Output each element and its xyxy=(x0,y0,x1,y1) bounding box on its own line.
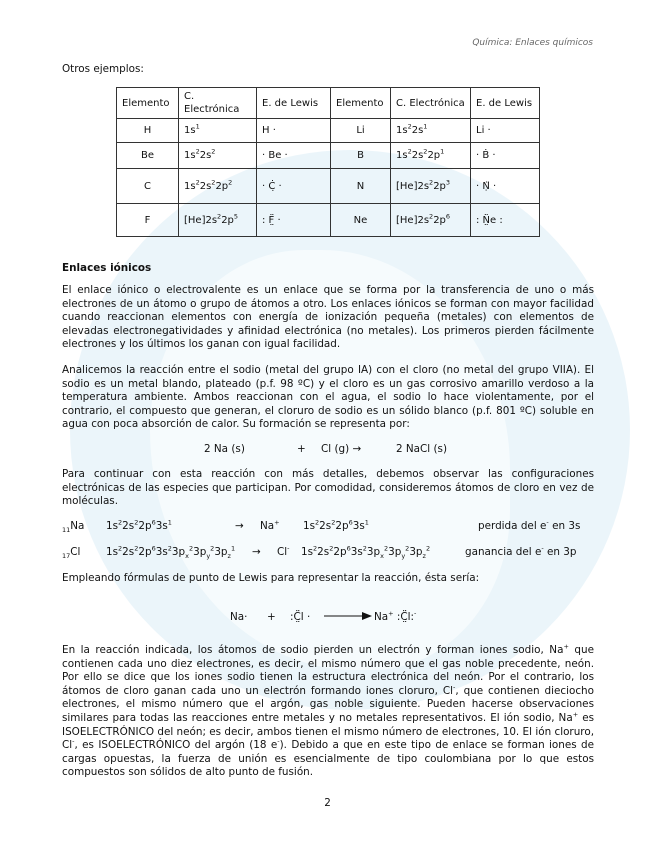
cell: : F̤̈ · xyxy=(257,204,331,237)
cell: Li xyxy=(331,119,391,143)
reaction-equation xyxy=(62,443,602,457)
sodium-lewis: Na· xyxy=(230,611,248,623)
cell: $[He]2s^22p^6$ xyxy=(391,204,471,237)
cell: · Ḃ · xyxy=(471,143,540,169)
cell: $1s^22s^1$ xyxy=(391,119,471,143)
cell: Ne xyxy=(331,204,391,237)
ion-configuration: $1s^22s^22p^63s^1$ xyxy=(303,518,369,532)
th: E. de Lewis xyxy=(471,88,540,119)
paragraph-1: El enlace iónico o electrovalente es un enlace que se forma por la transferencia de uno o más electrones de un átomo o grupo de átomos a otro. Los enlaces iónicos se forman con mayor facilidad cuando reaccionan elementos con energía de ionización pequeña (metales) con elementos de elevadas electronegatividades y afinidad electrónica (no metales). Los primeros pierden fácilmente electrones y los últimos los ganan con igual facilidad. xyxy=(62,284,594,351)
intro-text: Otros ejemplos: xyxy=(62,63,144,75)
note: ganancia del e- en 3p xyxy=(465,544,577,558)
th: E. de Lewis xyxy=(257,88,331,119)
cell: · Ṇ̈ · xyxy=(471,169,540,204)
cell: Be xyxy=(117,143,179,169)
table-row xyxy=(117,119,540,143)
ion: Cl- xyxy=(277,544,290,558)
chlorine-lewis: :C̤̈l · xyxy=(290,611,311,623)
paragraph-2: Analicemos la reacción entre el sodio (metal del grupo IA) con el cloro (no metal del grupo VIIA). El sodio es un metal blando, plateado (p.f. 98 ºC) y el cloro es un gas corrosivo amarillo verdoso a la temperatura ambiente. Ambos reaccionan con el agua, el sodio lo hace violentamente, por el contrario, el compuesto que generan, el cloruro de sodio es un sólido blanco (p.f. 801 ºC) soluble en agua con poca absorción de calor. Su formación se representa por: xyxy=(62,364,594,431)
page-header: Química: Enlaces químicos xyxy=(472,38,593,48)
arrow: → xyxy=(235,520,244,532)
configuration: $1s^22s^22p^63s^23p_x^23p_y^23p_z^1$ xyxy=(106,544,236,561)
ion: Na+ xyxy=(260,518,280,532)
cell: H · xyxy=(257,119,331,143)
page-number: 2 xyxy=(324,797,331,809)
cell: $1s^22s^22p^2$ xyxy=(179,169,257,204)
cell: Li · xyxy=(471,119,540,143)
section-title: Enlaces iónicos xyxy=(62,262,152,274)
note: perdida del e- en 3s xyxy=(478,518,581,532)
table-header-row xyxy=(117,88,540,119)
lewis-intro: Empleando fórmulas de punto de Lewis para representar la reacción, ésta sería: xyxy=(62,572,480,584)
eq-plus: + xyxy=(297,443,306,455)
cell: $1s^22s^2$ xyxy=(179,143,257,169)
cell: H xyxy=(117,119,179,143)
config-row-na xyxy=(62,520,602,534)
atom: $_{17}$Cl xyxy=(62,546,81,561)
eq-right: 2 NaCl (s) xyxy=(396,443,448,455)
eq-mid: Cl (g) → xyxy=(321,443,362,455)
product-lewis: Na+ :C̤̈l:- xyxy=(374,609,417,623)
th: C. Electrónica xyxy=(391,88,471,119)
lewis-reaction xyxy=(62,611,602,625)
th: C. Electrónica xyxy=(179,88,257,119)
table-row xyxy=(117,169,540,204)
arrow: → xyxy=(252,546,261,558)
cell: · Ċ̣ · xyxy=(257,169,331,204)
cell: F xyxy=(117,204,179,237)
cell: $[He]2s^22p^5$ xyxy=(179,204,257,237)
lewis-table xyxy=(116,87,540,237)
atom: $_{11}$Na xyxy=(62,520,85,535)
ion-configuration: $1s^22s^22p^63s^23p_x^23p_y^23p_z^2$ xyxy=(301,544,431,561)
cell: N xyxy=(331,169,391,204)
arrow-icon xyxy=(324,610,374,625)
cell: $1s^1$ xyxy=(179,119,257,143)
configuration: $1s^22s^22p^63s^1$ xyxy=(106,518,172,532)
eq-left: 2 Na (s) xyxy=(204,443,245,455)
th: Elemento xyxy=(331,88,391,119)
table-row xyxy=(117,204,540,237)
cell: $1s^22s^22p^1$ xyxy=(391,143,471,169)
table-row xyxy=(117,143,540,169)
plus: + xyxy=(267,611,276,623)
cell: B xyxy=(331,143,391,169)
cell: $[He]2s^22p^3$ xyxy=(391,169,471,204)
cell: · Be · xyxy=(257,143,331,169)
cell: C xyxy=(117,169,179,204)
paragraph-3: Para continuar con esta reacción con más detalles, debemos observar las configuraciones electrónicas de las especies que participan. Por comodidad, consideremos átomos de cloro en vez de moléculas. xyxy=(62,468,594,508)
cell: : N̤̈e : xyxy=(471,204,540,237)
config-row-cl xyxy=(62,546,602,560)
th: Elemento xyxy=(117,88,179,119)
paragraph-4: En la reacción indicada, los átomos de sodio pierden un electrón y forman iones sodio, Na+ que contienen cada uno diez electrones, es decir, el mismo número que el gas noble precedente, neón. Por ello se dice que los iones sodio tienen la estructura electrónica del neón. Por el contrario, los átomos de cloro ganan cada uno un electrón formando iones cloruro, Cl-, que contienen dieciocho electrones, el mismo número que el argón, gas noble siguiente. Pueden hacerse observaciones similares para todas las reacciones entre metales y no metales representativos. El ión sodio, Na+ es ISOELECTRÓNICO del neón; es decir, ambos tienen el mismo número de electrones, 10. El ión cloruro, Cl-, es ISOELECTRÓNICO del argón (18 e-). Debido a que en este tipo de enlace se forman iones de cargas opuestas, la fuerza de unión es esencialmente de tipo coulombiana por lo que estos compuestos son sólidos de alto punto de fusión. xyxy=(62,642,595,779)
